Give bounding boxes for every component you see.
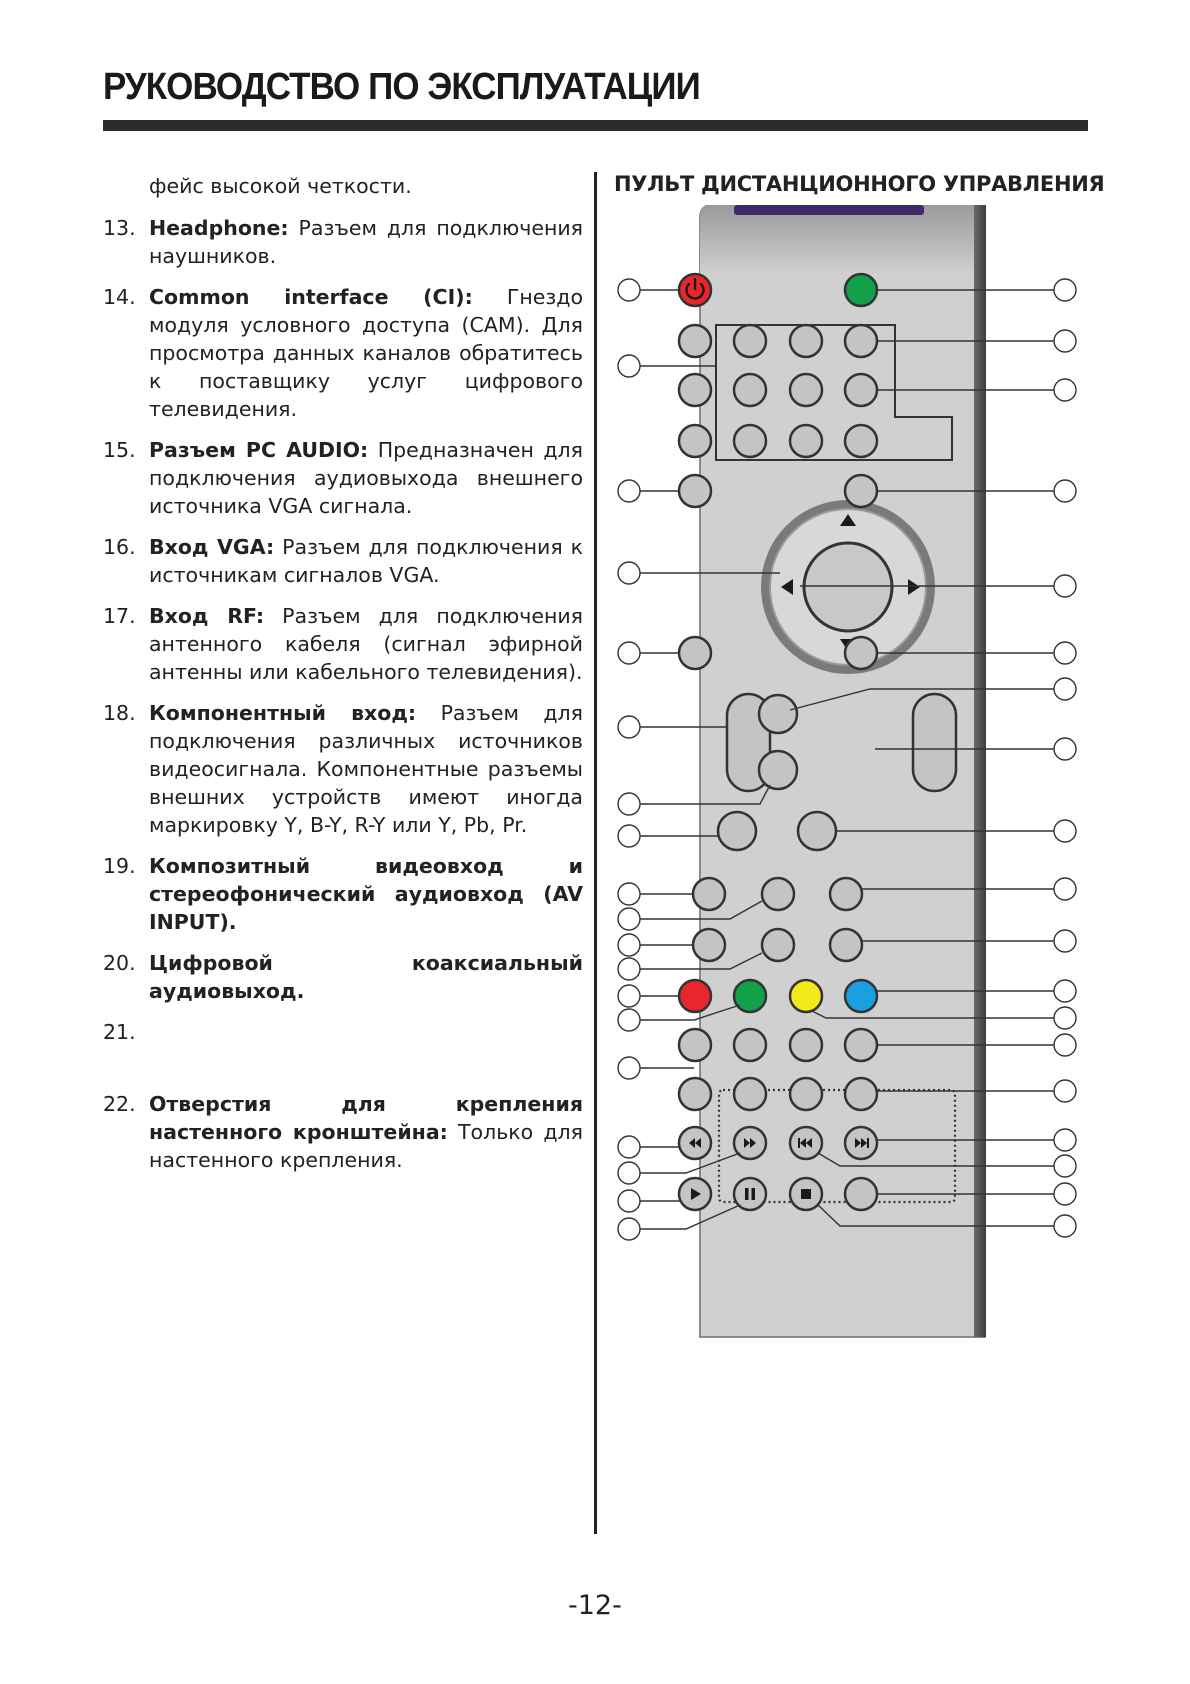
number-button[interactable]	[734, 374, 766, 406]
list-item	[103, 852, 583, 936]
list-item	[103, 602, 583, 686]
previous-button[interactable]	[790, 1127, 822, 1159]
channel-rocker[interactable]	[913, 694, 956, 791]
item-number: 14.	[103, 285, 136, 309]
yellow-button[interactable]	[790, 980, 822, 1012]
item-number: 18.	[103, 701, 136, 725]
option-button[interactable]	[830, 929, 862, 961]
item-term: Цифровой коаксиальный аудиовыход.	[149, 951, 583, 1003]
play-button[interactable]	[679, 1178, 711, 1210]
ok-button[interactable]	[804, 543, 892, 631]
teletext-button[interactable]	[790, 1029, 822, 1061]
exit-button[interactable]	[845, 475, 877, 507]
item-description: Разъем для подключения наушников.	[149, 216, 583, 268]
option-button[interactable]	[762, 878, 794, 910]
teletext-button[interactable]	[845, 1078, 877, 1110]
item-term: Композитный видеовход и стереофонический аудиовход (AV INPUT).	[149, 854, 583, 934]
item-number: 13.	[103, 216, 136, 240]
teletext-button[interactable]	[679, 1029, 711, 1061]
item-description: Только для настенного крепления.	[149, 1120, 583, 1172]
number-button[interactable]	[679, 325, 711, 357]
red-button[interactable]	[679, 980, 711, 1012]
list-item	[103, 214, 583, 270]
callout-marker	[618, 1057, 694, 1079]
title-rule	[103, 120, 1088, 131]
list-item	[103, 436, 583, 520]
connector-descriptions	[103, 172, 583, 1187]
list-item	[103, 533, 583, 589]
number-button[interactable]	[790, 325, 822, 357]
teletext-button[interactable]	[734, 1078, 766, 1110]
source-button[interactable]	[845, 274, 877, 306]
remote-right-edge	[974, 205, 986, 1337]
function-button[interactable]	[845, 374, 877, 406]
number-button[interactable]	[679, 425, 711, 457]
number-button[interactable]	[790, 374, 822, 406]
rewind-button[interactable]	[679, 1127, 711, 1159]
item-number: 19.	[103, 854, 136, 878]
callout-marker	[618, 985, 680, 1007]
page-number: -12-	[568, 1590, 622, 1621]
number-button[interactable]	[845, 425, 877, 457]
option-button[interactable]	[762, 929, 794, 961]
number-button[interactable]	[734, 325, 766, 357]
item-term: Вход RF:	[149, 604, 265, 628]
remote-top	[700, 205, 985, 277]
list-item	[103, 283, 583, 423]
list-item	[103, 1090, 583, 1174]
callout-marker	[618, 480, 680, 502]
item-description: Разъем для подключения антенного кабеля (сигнал эфирной антенны или кабельного телевидения).	[149, 604, 583, 684]
item-term: Common interface (CI):	[149, 285, 473, 309]
list-item	[103, 949, 583, 1005]
record-button[interactable]	[845, 1178, 877, 1210]
item-term: Headphone:	[149, 216, 289, 240]
callout-marker	[618, 883, 694, 905]
option-button[interactable]	[693, 878, 725, 910]
item-description: Предназначен для подключения аудиовыхода внешнего источника VGA сигнала.	[149, 438, 583, 518]
stop-button[interactable]	[790, 1178, 822, 1210]
item-description: Разъем для подключения различных источников видеосигнала. Компонентные разъемы внешних устройств имеют иногда маркировку Y, B-Y, R-Y или Y, Pb, Pr.	[149, 701, 583, 837]
option-button[interactable]	[830, 878, 862, 910]
menu-button[interactable]	[679, 475, 711, 507]
teletext-button[interactable]	[734, 1029, 766, 1061]
callout-marker	[618, 934, 694, 956]
column-divider	[594, 172, 597, 1534]
mute-button[interactable]	[759, 695, 797, 733]
power-button[interactable]	[679, 274, 711, 306]
teletext-button[interactable]	[679, 1078, 711, 1110]
guide-button[interactable]	[845, 637, 877, 669]
callout-marker	[618, 642, 680, 664]
fast-forward-button[interactable]	[734, 1127, 766, 1159]
item-number: 20.	[103, 951, 136, 975]
list-item	[103, 1018, 583, 1046]
item-number: 21.	[103, 1020, 136, 1044]
teletext-button[interactable]	[845, 1029, 877, 1061]
next-button[interactable]	[845, 1127, 877, 1159]
item-term: Отверстия для крепления настенного кронштейна:	[149, 1092, 583, 1144]
teletext-button[interactable]	[790, 1078, 822, 1110]
remote-diagram	[600, 205, 1080, 1355]
option-button[interactable]	[693, 929, 725, 961]
callout-marker	[618, 279, 680, 301]
item-number: 17.	[103, 604, 136, 628]
item-term: Разъем PC AUDIO:	[149, 438, 369, 462]
item-term: Компонентный вход:	[149, 701, 417, 725]
green-button[interactable]	[734, 980, 766, 1012]
callout-marker	[618, 1136, 680, 1158]
ir-window	[734, 205, 924, 215]
callout-marker	[618, 1190, 680, 1212]
page-title: РУКОВОДСТВО ПО ЭКСПЛУАТАЦИИ	[103, 66, 700, 108]
list-item	[103, 699, 583, 839]
item-number: 16.	[103, 535, 136, 559]
picture-mode-button[interactable]	[718, 812, 756, 850]
recall-button[interactable]	[759, 751, 797, 789]
item-term: Вход VGA:	[149, 535, 275, 559]
number-button[interactable]	[734, 425, 766, 457]
blue-button[interactable]	[845, 980, 877, 1012]
number-button[interactable]	[679, 374, 711, 406]
item-description: Разъем для подключения к источникам сигналов VGA.	[149, 535, 584, 587]
number-button[interactable]	[790, 425, 822, 457]
function-button[interactable]	[845, 325, 877, 357]
item-number: 15.	[103, 438, 136, 462]
continuation-text: фейс высокой четкости.	[149, 174, 412, 198]
remote-heading: ПУЛЬТ ДИСТАНЦИОННОГО УПРАВЛЕНИЯ	[614, 172, 1105, 196]
sound-mode-button[interactable]	[798, 812, 836, 850]
item-description: Гнездо модуля условного доступа (CAM). Для просмотра данных каналов обратитесь к поставщику услуг цифрового телевидения.	[149, 285, 583, 421]
info-button[interactable]	[679, 637, 711, 669]
item-number: 22.	[103, 1092, 136, 1116]
stop-icon	[801, 1189, 811, 1199]
